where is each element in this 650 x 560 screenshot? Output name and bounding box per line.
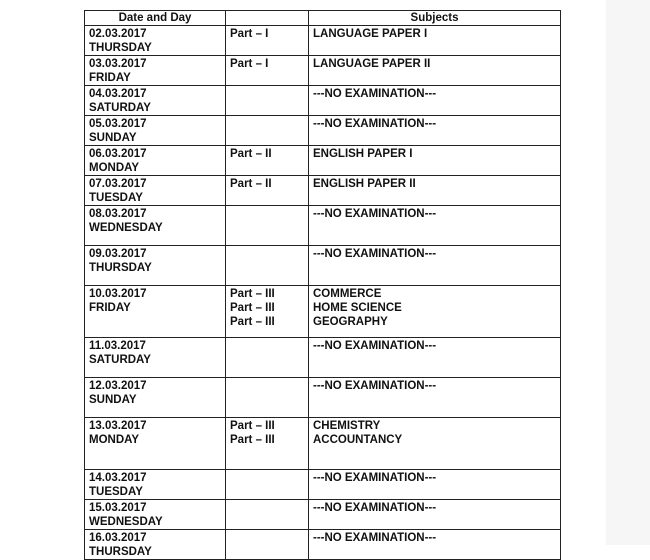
part-cell xyxy=(226,378,309,418)
table-row xyxy=(85,500,561,530)
subjects-cell xyxy=(309,246,561,286)
subject-name: ---NO EXAMINATION--- xyxy=(313,532,437,544)
table-row xyxy=(85,116,561,146)
date-day-cell xyxy=(85,86,226,116)
date-day-cell xyxy=(85,206,226,246)
part-label: Part – II xyxy=(230,178,272,190)
part-cell xyxy=(226,246,309,286)
date-day-cell xyxy=(85,26,226,56)
part-cell xyxy=(226,418,309,470)
subject-name: ENGLISH PAPER II xyxy=(313,178,416,190)
subjects-cell xyxy=(309,378,561,418)
table-row xyxy=(85,56,561,86)
part-cell xyxy=(226,26,309,56)
exam-day: SUNDAY xyxy=(89,394,137,406)
header-date-and-day: Date and Day xyxy=(85,11,226,26)
date-day-cell xyxy=(85,378,226,418)
subjects-cell xyxy=(309,470,561,500)
date-day-cell xyxy=(85,338,226,378)
part-cell xyxy=(226,338,309,378)
subjects-cell xyxy=(309,56,561,86)
part-cell xyxy=(226,56,309,86)
table-row xyxy=(85,26,561,56)
table-row xyxy=(85,246,561,286)
date-day-cell xyxy=(85,500,226,530)
table-header-row xyxy=(85,11,561,26)
subject-name: HOME SCIENCE xyxy=(313,302,402,314)
subject-name: ---NO EXAMINATION--- xyxy=(313,88,437,100)
part-label: Part – III xyxy=(230,288,275,300)
exam-date: 07.03.2017 xyxy=(89,178,147,190)
part-cell xyxy=(226,470,309,500)
subject-name: LANGUAGE PAPER I xyxy=(313,28,428,40)
part-cell xyxy=(226,500,309,530)
subjects-cell xyxy=(309,338,561,378)
header-subjects: Subjects xyxy=(309,11,561,26)
table-row xyxy=(85,86,561,116)
date-day-cell xyxy=(85,146,226,176)
date-day-cell xyxy=(85,286,226,338)
part-label: Part – I xyxy=(230,58,269,70)
exam-date: 05.03.2017 xyxy=(89,118,147,130)
exam-date: 10.03.2017 xyxy=(89,288,147,300)
part-label: Part – I xyxy=(230,28,269,40)
subjects-cell xyxy=(309,176,561,206)
exam-date: 13.03.2017 xyxy=(89,420,147,432)
table-row xyxy=(85,206,561,246)
exam-date: 04.03.2017 xyxy=(89,88,147,100)
subjects-cell xyxy=(309,418,561,470)
subject-name: ---NO EXAMINATION--- xyxy=(313,208,437,220)
part-cell xyxy=(226,176,309,206)
exam-day: MONDAY xyxy=(89,162,140,174)
part-label: Part – II xyxy=(230,148,272,160)
exam-date: 03.03.2017 xyxy=(89,58,147,70)
exam-date: 15.03.2017 xyxy=(89,502,147,514)
subject-name: ---NO EXAMINATION--- xyxy=(313,118,437,130)
exam-day: MONDAY xyxy=(89,434,140,446)
subject-name: ---NO EXAMINATION--- xyxy=(313,248,437,260)
subject-name: LANGUAGE PAPER II xyxy=(313,58,431,70)
subject-name: ---NO EXAMINATION--- xyxy=(313,340,437,352)
exam-day: THURSDAY xyxy=(89,546,152,558)
table-row xyxy=(85,146,561,176)
exam-date: 11.03.2017 xyxy=(89,340,146,352)
subjects-cell xyxy=(309,86,561,116)
exam-day: TUESDAY xyxy=(89,192,143,204)
subject-name: CHEMISTRY xyxy=(313,420,381,432)
table-row xyxy=(85,418,561,470)
date-day-cell xyxy=(85,246,226,286)
exam-date: 12.03.2017 xyxy=(89,380,147,392)
part-cell xyxy=(226,206,309,246)
exam-schedule-table xyxy=(84,10,561,560)
exam-day: WEDNESDAY xyxy=(89,222,163,234)
subjects-cell xyxy=(309,286,561,338)
subject-name: COMMERCE xyxy=(313,288,382,300)
subjects-cell xyxy=(309,206,561,246)
part-label: Part – III xyxy=(230,434,275,446)
exam-date: 02.03.2017 xyxy=(89,28,147,40)
exam-day: SATURDAY xyxy=(89,102,151,114)
exam-date: 09.03.2017 xyxy=(89,248,147,260)
subject-name: ACCOUNTANCY xyxy=(313,434,403,446)
part-label: Part – III xyxy=(230,302,275,314)
table-body xyxy=(85,26,561,560)
exam-date: 08.03.2017 xyxy=(89,208,147,220)
table-row xyxy=(85,286,561,338)
page-margin xyxy=(606,0,650,545)
table-row xyxy=(85,470,561,500)
part-cell xyxy=(226,146,309,176)
exam-date: 06.03.2017 xyxy=(89,148,147,160)
part-cell xyxy=(226,86,309,116)
table-row xyxy=(85,176,561,206)
exam-date: 16.03.2017 xyxy=(89,532,147,544)
header-part xyxy=(226,11,309,26)
exam-day: WEDNESDAY xyxy=(89,516,163,528)
exam-day: FRIDAY xyxy=(89,302,131,314)
exam-day: TUESDAY xyxy=(89,486,143,498)
subjects-cell xyxy=(309,500,561,530)
part-cell xyxy=(226,116,309,146)
date-day-cell xyxy=(85,116,226,146)
exam-day: THURSDAY xyxy=(89,42,152,54)
part-label: Part – III xyxy=(230,420,275,432)
subject-name: GEOGRAPHY xyxy=(313,316,388,328)
date-day-cell xyxy=(85,176,226,206)
table-row xyxy=(85,338,561,378)
subject-name: ---NO EXAMINATION--- xyxy=(313,502,437,514)
subjects-cell xyxy=(309,116,561,146)
part-label: Part – III xyxy=(230,316,275,328)
subject-name: ---NO EXAMINATION--- xyxy=(313,472,437,484)
subjects-cell xyxy=(309,146,561,176)
part-cell xyxy=(226,286,309,338)
exam-day: SATURDAY xyxy=(89,354,151,366)
subject-name: ---NO EXAMINATION--- xyxy=(313,380,437,392)
table-row xyxy=(85,378,561,418)
exam-date: 14.03.2017 xyxy=(89,472,147,484)
date-day-cell xyxy=(85,418,226,470)
subject-name: ENGLISH PAPER I xyxy=(313,148,413,160)
date-day-cell xyxy=(85,470,226,500)
exam-day: FRIDAY xyxy=(89,72,131,84)
date-day-cell xyxy=(85,56,226,86)
exam-day: SUNDAY xyxy=(89,132,137,144)
exam-day: THURSDAY xyxy=(89,262,152,274)
subjects-cell xyxy=(309,26,561,56)
